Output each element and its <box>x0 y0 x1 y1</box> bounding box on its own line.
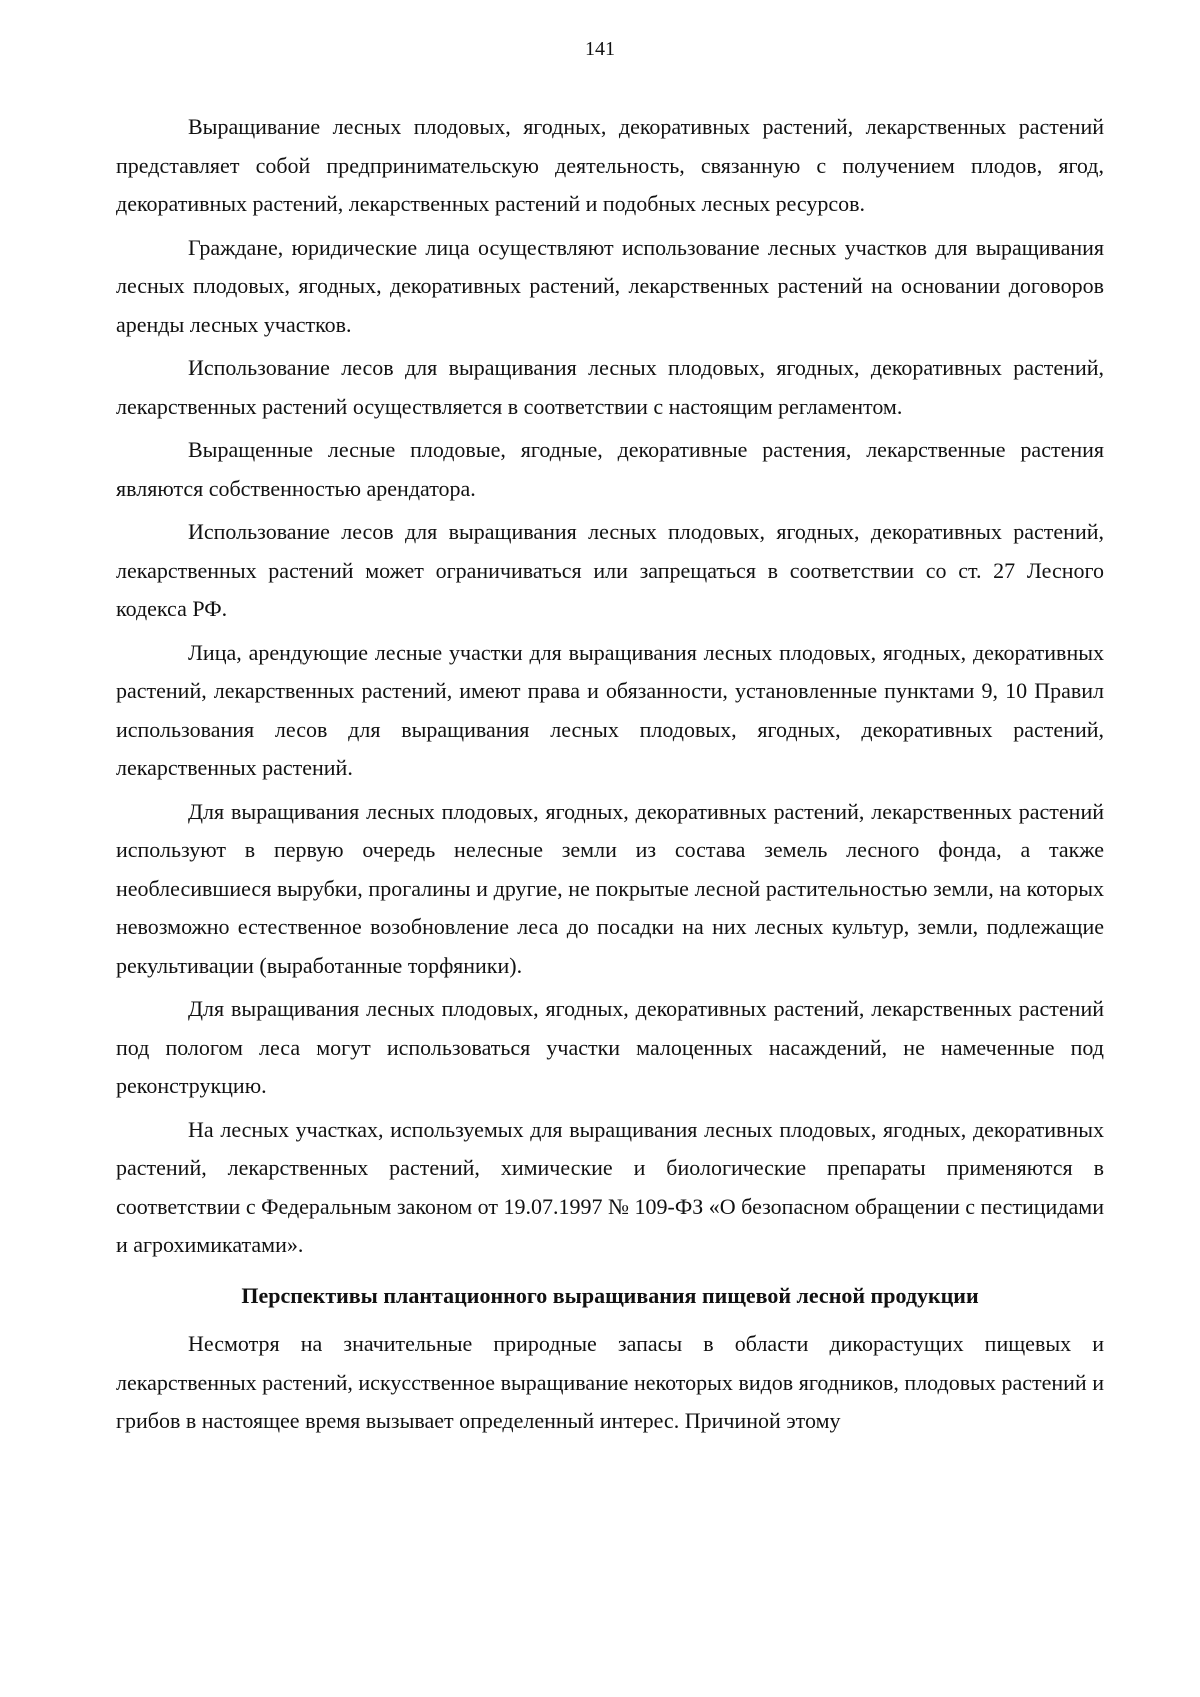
paragraph: Выращенные лесные плодовые, ягодные, декоративные растения, лекарственные растения являются собственностью арендатора. <box>116 437 1104 501</box>
document-body <box>116 108 1104 1446</box>
paragraph: Лица, арендующие лесные участки для выращивания лесных плодовых, ягодных, декоративных растений, лекарственных растений, имеют права и обязанности, установленные пунктами 9, 10 Правил использования лесов для выращивания лесных плодовых, ягодных, декоративных растений, лекарственных растений. <box>116 639 1104 780</box>
paragraph: Использование лесов для выращивания лесных плодовых, ягодных, декоративных растений, лекарственных растений осуществляется в соответствии с настоящим регламентом. <box>116 355 1104 419</box>
paragraph: Для выращивания лесных плодовых, ягодных, декоративных растений, лекарственных растений под пологом леса могут использоваться участки малоценных насаждений, не намеченные под реконструкцию. <box>116 996 1104 1098</box>
paragraph: Использование лесов для выращивания лесных плодовых, ягодных, декоративных растений, лекарственных растений может ограничиваться или запрещаться в соответствии со ст. 27 Лесного кодекса РФ. <box>116 519 1104 621</box>
section-heading: Перспективы плантационного выращивания пищевой лесной продукции <box>241 1282 979 1308</box>
paragraph: Для выращивания лесных плодовых, ягодных, декоративных растений, лекарственных растений используют в первую очередь нелесные земли из состава земель лесного фонда, а также необлесившиеся вырубки, прогалины и другие, не покрытые лесной растительностью земли, на которых невозможно естественное возобновление леса до посадки на них лесных культур, земли, подлежащие рекультивации (выработанные торфяники). <box>116 798 1104 978</box>
paragraph: Граждане, юридические лица осуществляют использование лесных участков для выращивания лесных плодовых, ягодных, декоративных растений, лекарственных растений на основании договоров аренды лесных участков. <box>116 234 1104 337</box>
page-number: 141 <box>585 38 615 60</box>
paragraph: Выращивание лесных плодовых, ягодных, декоративных растений, лекарственных растений представляет собой предпринимательскую деятельность, связанную с получением плодов, ягод, декоративных растений, лекарственных растений и подобных лесных ресурсов. <box>116 114 1104 216</box>
paragraph: Несмотря на значительные природные запасы в области дикорастущих пищевых и лекарственных растений, искусственное выращивание некоторых видов ягодников, плодовых растений и грибов в настоящее время вызывает определенный интерес. Причиной этому <box>116 1331 1104 1433</box>
paragraph: На лесных участках, используемых для выращивания лесных плодовых, ягодных, декоративных растений, лекарственных растений, химические и биологические препараты применяются в соответствии с Федеральным законом от 19.07.1997 № 109-ФЗ «О безопасном обращении с пестицидами и агрохимикатами». <box>116 1116 1104 1257</box>
